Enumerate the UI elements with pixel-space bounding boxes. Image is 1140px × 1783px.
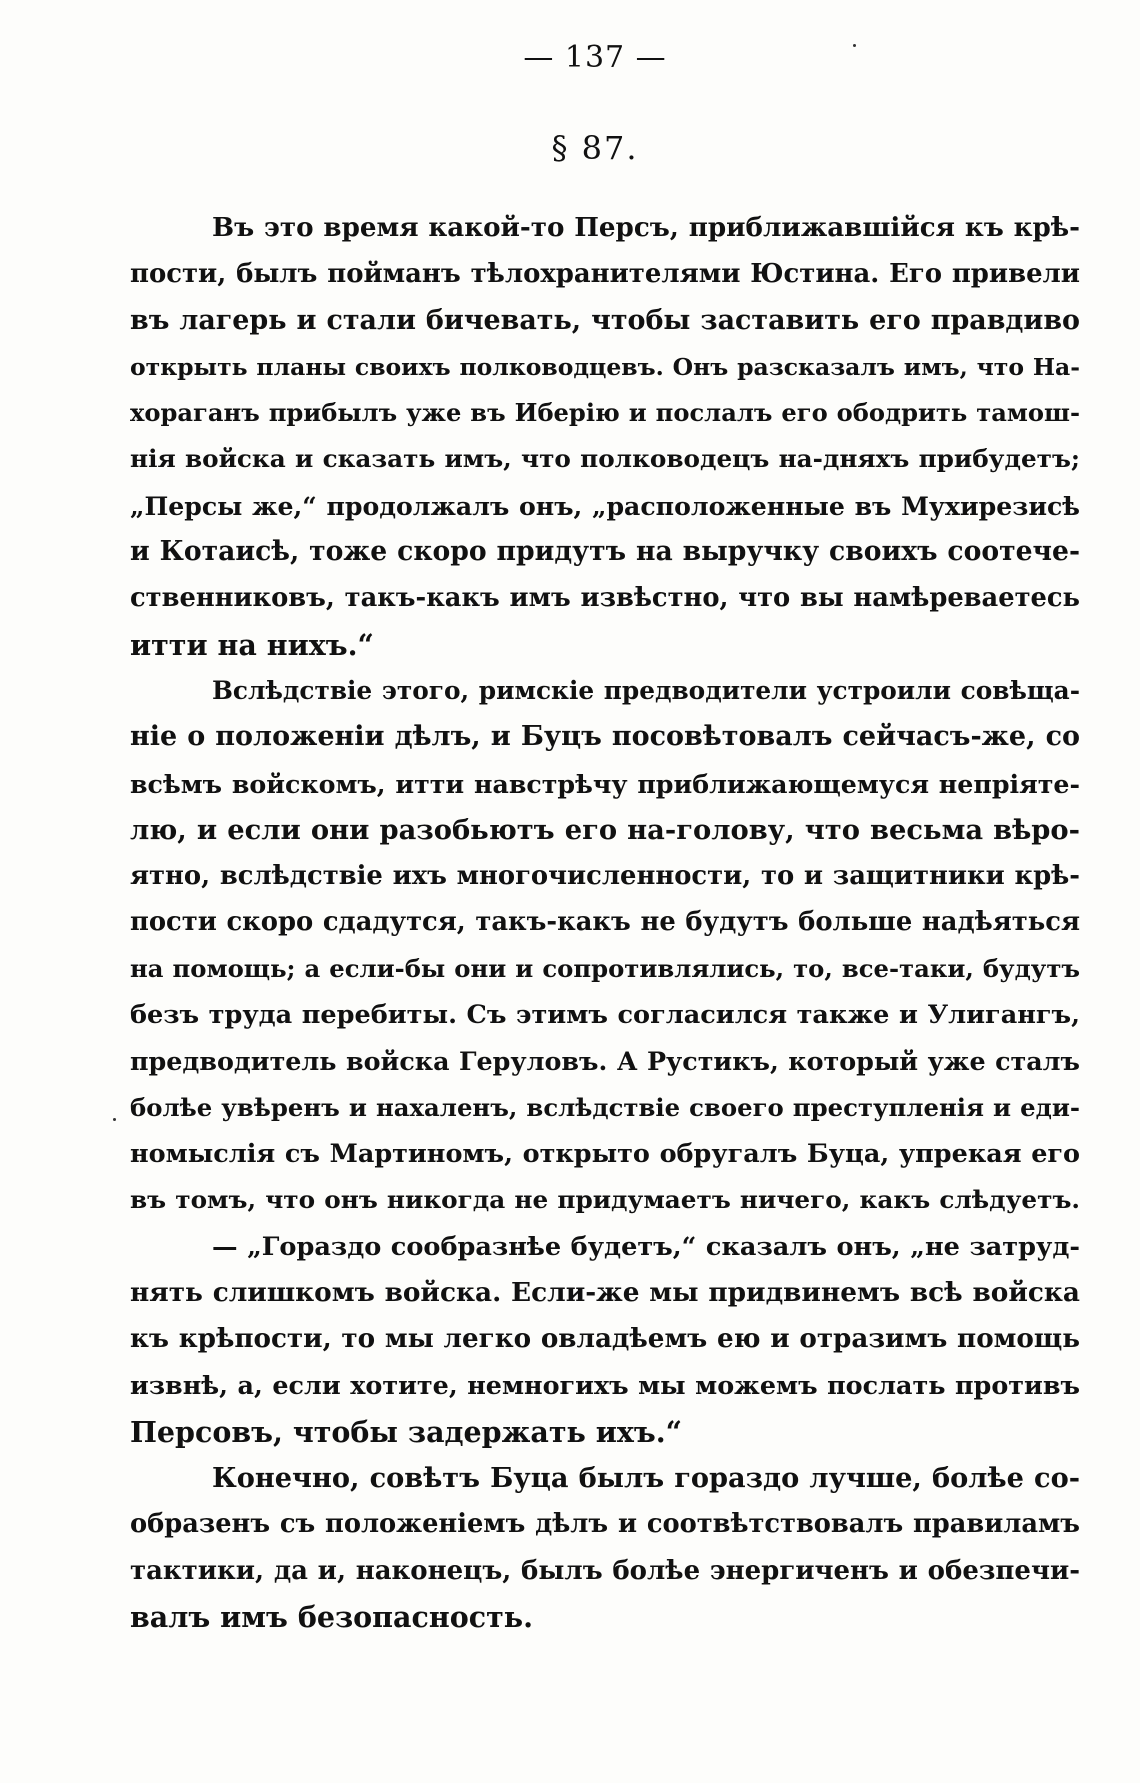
text-line: нять слишкомъ войска. Если-же мы придвинемъ всѣ войска — [130, 1276, 1080, 1308]
text-line: Въ это время какой-то Персъ, приближавшійся къ крѣ- — [212, 212, 1080, 243]
text-line: ственниковъ, такъ-какъ имъ извѣстно, что вы намѣреваетесь — [130, 583, 1080, 614]
text-line: въ лагерь и стали бичевать, чтобы заставить его правдиво — [130, 304, 1080, 336]
text-line: извнѣ, а, если хотите, немногихъ мы можемъ послать противъ — [130, 1370, 1080, 1401]
text-line: къ крѣпости, то мы легко овладѣемъ ею и отразимъ помощь — [130, 1323, 1080, 1355]
text-line: открыть планы своихъ полководцевъ. Онъ разсказалъ имъ, что На- — [130, 352, 1080, 381]
paragraph-4 — [130, 1455, 1080, 1640]
text-line: предводитель войска Геруловъ. А Рустикъ, который уже сталъ — [130, 1046, 1080, 1077]
print-speck — [853, 44, 856, 47]
text-line: ятно, вслѣдствіе ихъ многочисленности, то и защитники крѣ- — [130, 861, 1080, 892]
text-line: и Котаисѣ, тоже скоро придутъ на выручку своихъ соотече- — [130, 536, 1080, 568]
text-line: пости, былъ пойманъ тѣлохранителями Юстина. Его привели — [130, 259, 1080, 290]
text-line: образенъ съ положеніемъ дѣлъ и соотвѣтствовалъ правиламъ — [130, 1509, 1080, 1540]
text-line: номыслія съ Мартиномъ, открыто обругалъ Буца, упрекая его — [130, 1138, 1080, 1169]
text-line: пости скоро сдадутся, такъ-какъ не будутъ больше надѣяться — [130, 907, 1080, 938]
text-line: итти на нихъ.“ — [130, 627, 374, 662]
text-line: на помощь; а если-бы они и сопротивлялись, то, все-таки, будутъ — [130, 953, 1080, 983]
text-line: ніе о положеніи дѣлъ, и Буцъ посовѣтовалъ сейчасъ-же, со — [130, 721, 1080, 753]
print-speck — [113, 1118, 116, 1121]
text-body — [130, 205, 1080, 1640]
text-line: хораганъ прибылъ уже въ Иберію и послалъ его ободрить тамош- — [130, 398, 1080, 428]
page-number: — 137 — — [523, 40, 667, 75]
text-line: — „Гораздо сообразнѣе будетъ,“ сказалъ онъ, „не затруд- — [212, 1231, 1080, 1262]
text-line: Конечно, совѣтъ Буца былъ гораздо лучше, болѣе со- — [212, 1462, 1080, 1495]
paragraph-3 — [130, 1224, 1080, 1455]
text-line: Персовъ, чтобы задержать ихъ.“ — [130, 1414, 683, 1449]
text-line: тактики, да и, наконецъ, былъ болѣе энергиченъ и обезпечи- — [130, 1555, 1080, 1586]
paragraph-1 — [130, 205, 1080, 668]
section-heading: § 87. — [551, 129, 639, 167]
text-line: валъ имъ безопасность. — [130, 1599, 533, 1634]
text-line: болѣе увѣренъ и нахаленъ, вслѣдствіе своего преступленія и еди- — [130, 1092, 1080, 1122]
text-line: всѣмъ войскомъ, итти навстрѣчу приближающемуся непріяте- — [130, 768, 1080, 799]
text-line: лю, и если они разобьютъ его на-голову, что весьма вѣро- — [130, 813, 1080, 846]
text-line: безъ труда перебиты. Съ этимъ согласился также и Улигангъ, — [130, 1000, 1080, 1031]
text-line: нія войска и сказать имъ, что полководецъ на-дняхъ прибудетъ; — [130, 444, 1080, 474]
text-line: въ томъ, что онъ никогда не придумаетъ ничего, какъ слѣдуетъ. — [130, 1185, 1080, 1215]
text-line: „Персы же,“ продолжалъ онъ, „расположенные въ Мухирезисѣ — [130, 490, 1080, 521]
paragraph-2 — [130, 668, 1080, 1224]
text-line: Вслѣдствіе этого, римскіе предводители устроили совѣща- — [212, 675, 1080, 705]
